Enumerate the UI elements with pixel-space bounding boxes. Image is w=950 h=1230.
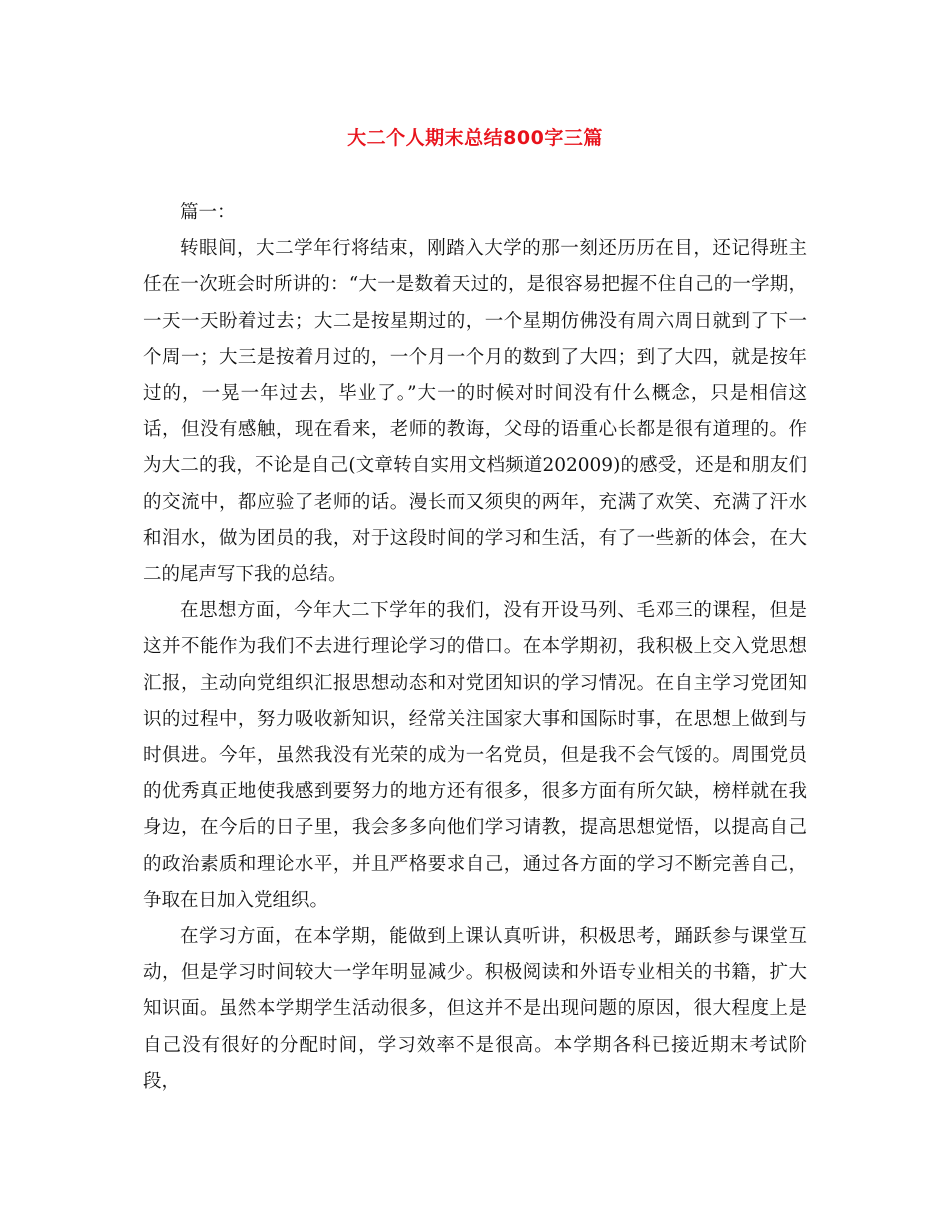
paragraph: 转眼间，大二学年行将结束，刚踏入大学的那一刻还历历在目，还记得班主任在一次班会时所讲的：“大一是数着天过的，是很容易把握不住自己的一学期，一天一天盼着过去；大二是按星期过的，一个星期仿佛没有周六周日就到了下一个周一；大三是按着月过的，一个月一个月的数到了大四；到了大四，就是按年过的，一晃一年过去，毕业了。”大一的时候对时间没有什么概念，只是相信这话，但没有感触，现在看来，老师的教诲，父母的语重心长都是很有道理的。作为大二的我，不论是自己(文章转自实用文档频道202009)的感受，还是和朋友们的交流中，都应验了老师的话。漫长而又须臾的两年，充满了欢笑、充满了汗水和泪水，做为团员的我，对于这段时间的学习和生活，有了一些新的体会，在大二的尾声写下我的总结。 — [143, 238, 807, 586]
paragraph: 在思想方面，今年大二下学年的我们，没有开设马列、毛邓三的课程，但是这并不能作为我们不去进行理论学习的借口。在本学期初，我积极上交入党思想汇报，主动向党组织汇报思想动态和对党团知识的学习情况。在自主学习党团知识的过程中，努力吸收新知识，经常关注国家大事和国际时事，在思想上做到与时俱进。今年，虽然我没有光荣的成为一名党员，但是我不会气馁的。周围党员的优秀真正地使我感到要努力的地方还有很多，很多方面有所欠缺，榜样就在我身边，在今后的日子里，我会多多向他们学习请教，提高思想觉悟，以提高自己的政治素质和理论水平，并且严格要求自己，通过各方面的学习不断完善自己，争取在日加入党组织。 — [143, 600, 807, 911]
paragraph: 在学习方面，在本学期，能做到上课认真听讲，积极思考，踊跃参与课堂互动，但是学习时间较大一学年明显减少。积极阅读和外语专业相关的书籍，扩大知识面。虽然本学期学生活动很多，但这并不是出现问题的原因，很大程度上是自己没有很好的分配时间，学习效率不是很高。本学期各科已接近期末考试阶段， — [143, 926, 807, 1092]
document-title: 大二个人期末总结800字三篇 — [347, 127, 603, 149]
section-label: 篇一： — [180, 202, 236, 223]
document-body — [143, 195, 807, 1100]
